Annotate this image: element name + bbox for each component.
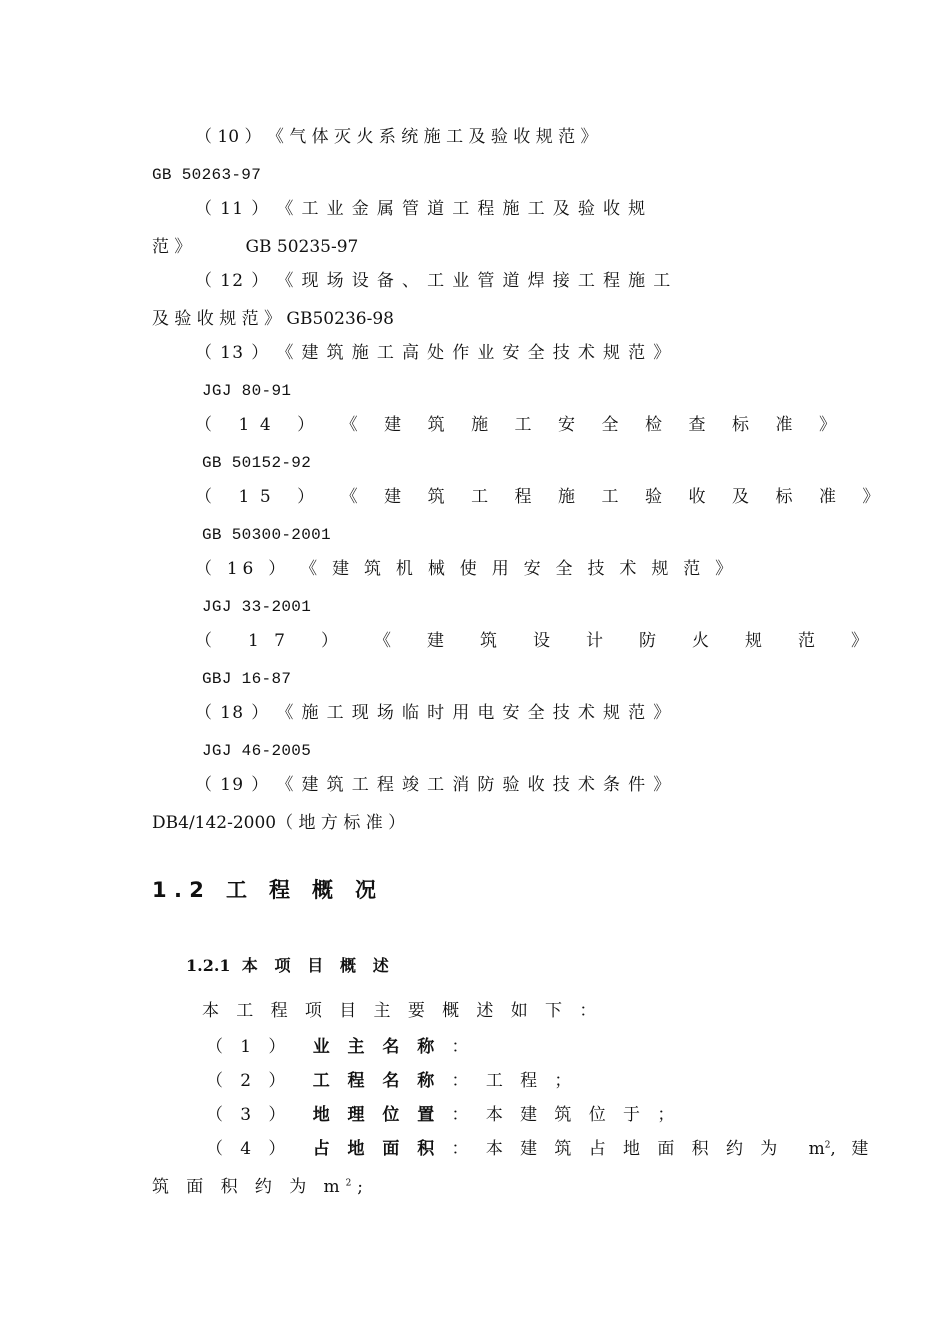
standard-item-11: （ 11 ） 《 工 业 金 属 管 道 工 程 施 工 及 验 收 规 — [195, 199, 647, 219]
intro-paragraph: 本 工 程 项 目 主 要 概 述 如 下 ： — [202, 1001, 603, 1021]
standard-code: GBJ 16-87 — [202, 670, 292, 688]
item-number: （ 3 ） — [206, 1105, 292, 1125]
standard-code: JGJ 33-2001 — [202, 598, 312, 616]
item-label: 占 地 面 积 — [312, 1139, 441, 1159]
standard-code: GB 50263-97 — [152, 166, 262, 184]
item-separator: ： — [451, 1105, 475, 1125]
item-number: （ 1 ） — [206, 1037, 292, 1057]
overview-item-4-continuation — [152, 1176, 369, 1198]
section-heading — [152, 874, 383, 904]
subsection-title: 本 项 目 概 述 — [241, 956, 395, 975]
unit-text: m — [808, 1139, 825, 1159]
overview-item-3 — [206, 1104, 680, 1126]
continuation-tail: ; — [357, 1177, 369, 1197]
standard-item-10 — [195, 126, 823, 148]
item-separator: ： — [451, 1037, 475, 1057]
standard-item-14: （ 14 ） 《 建 筑 施 工 安 全 检 查 标 准 》 — [195, 415, 847, 435]
standard-code: JGJ 80-91 — [202, 382, 292, 400]
standard-code: JGJ 46-2005 — [202, 742, 312, 760]
standard-item-12: （ 12 ） 《 现 场 设 备 、 工 业 管 道 焊 接 工 程 施 工 — [195, 271, 672, 291]
item-number: （ 2 ） — [206, 1071, 292, 1091]
unit-superscript: 2 — [345, 1178, 358, 1189]
standard-item-19: （ 19 ） 《 建 筑 工 程 竣 工 消 防 验 收 技 术 条 件 》 — [195, 775, 672, 795]
subsection-number: 1.2.1 — [186, 956, 231, 975]
item-value: 本 建 筑 占 地 面 积 约 为 — [485, 1139, 784, 1159]
item-separator: ： — [451, 1139, 475, 1159]
standard-item-13: （ 13 ） 《 建 筑 施 工 高 处 作 业 安 全 技 术 规 范 》 — [195, 343, 672, 363]
standard-code: 及 验 收 规 范 》 GB50236-98 — [152, 309, 394, 329]
standard-title-line: （ 10 ） 《 气 体 灭 火 系 统 施 工 及 验 收 规 范 》 — [195, 127, 598, 147]
item-tail: , 建 — [830, 1139, 874, 1159]
standard-item-16: （ 16 ） 《 建 筑 机 械 使 用 安 全 技 术 规 范 》 — [195, 559, 737, 579]
standard-code: GB 50152-92 — [202, 454, 312, 472]
standard-code: GB 50300-2001 — [202, 526, 331, 544]
item-separator: ： — [451, 1071, 475, 1091]
item-label: 业 主 名 称 — [312, 1037, 441, 1057]
standard-item-17: （ 17 ） 《 建 筑 设 计 防 火 规 范 》 — [195, 631, 884, 651]
continuation-text: 筑 面 积 约 为 m — [152, 1177, 346, 1197]
section-title: 工 程 概 况 — [225, 878, 384, 902]
item-unit — [809, 1139, 831, 1159]
section-number: 1.2 — [152, 878, 212, 902]
item-value: 本 建 筑 位 于 ； — [485, 1105, 681, 1125]
standard-item-18: （ 18 ） 《 施 工 现 场 临 时 用 电 安 全 技 术 规 范 》 — [195, 703, 672, 723]
item-value: 工 程 ； — [485, 1071, 578, 1091]
overview-item-2 — [206, 1070, 577, 1092]
item-label: 工 程 名 称 — [312, 1071, 441, 1091]
item-label: 地 理 位 置 — [312, 1105, 441, 1125]
standard-code: DB4/142-2000（ 地 方 标 准 ） — [152, 813, 406, 833]
standard-item-15: （ 15 ） 《 建 筑 工 程 施 工 验 收 及 标 准 》 — [195, 487, 890, 507]
standard-code: 范 》 GB 50235-97 — [152, 237, 359, 257]
subsection-heading — [186, 953, 394, 976]
unit-superscript: 2 — [824, 1140, 831, 1151]
item-number: （ 4 ） — [206, 1139, 292, 1159]
overview-item-4 — [206, 1138, 874, 1160]
overview-item-1 — [206, 1036, 474, 1058]
